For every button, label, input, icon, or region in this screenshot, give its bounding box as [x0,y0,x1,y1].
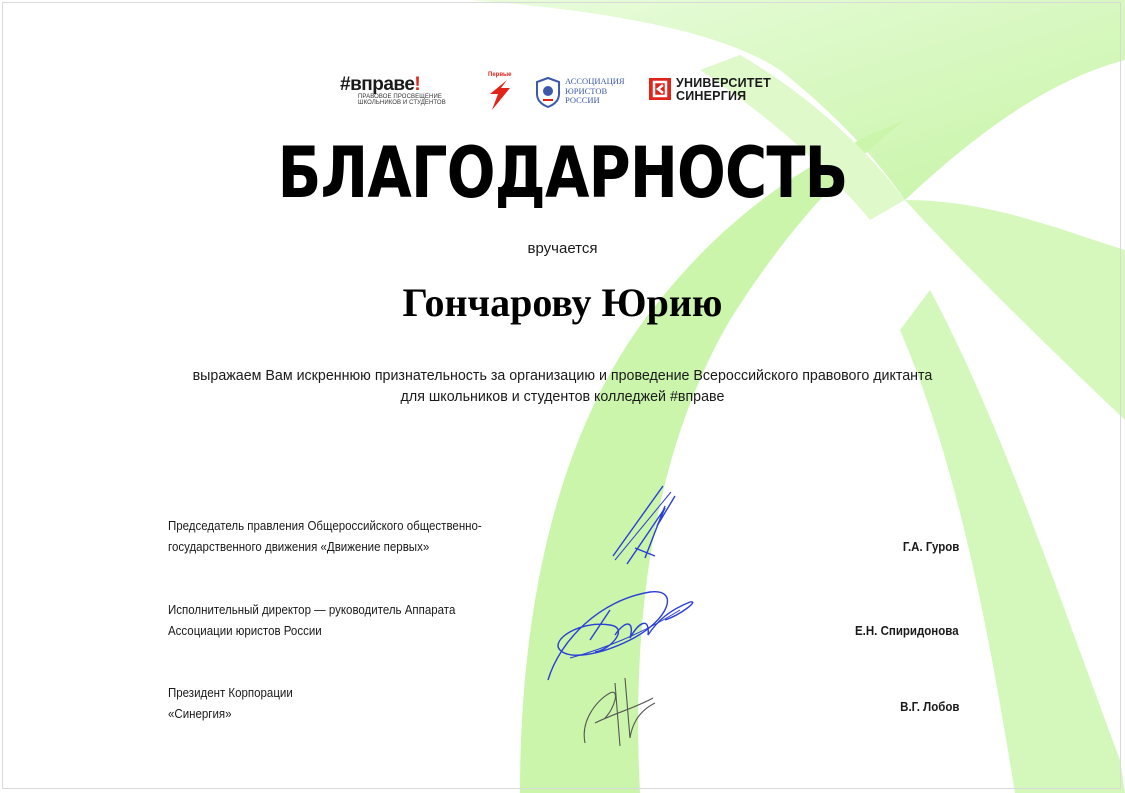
pervye-mark-icon [486,72,512,112]
sinergia-logo [649,76,789,106]
signatory-2-position-line-1: Исполнительный директор — руководитель Аппарата [168,603,456,617]
message-line-1: выражаем Вам искреннюю признательность за организацию и проведение Всероссийского правового диктанта [192,367,933,384]
signatory-1-position [168,516,482,558]
sinergia-logo-line-2: СИНЕРГИЯ [676,88,747,103]
sinergia-mark-icon [649,78,671,100]
ajr-logo-line-1: АССОЦИАЦИЯ [565,76,625,86]
signatory-3-position-line-1: Президент Корпорации [168,686,293,700]
sinergia-logo-text [676,77,771,102]
signatory-1-name: Г.А. Гуров [902,540,959,554]
certificate-title: БЛАГОДАРНОСТЬ [277,132,848,214]
signatory-1-position-line-2: государственного движения «Движение первых» [168,540,430,554]
vprave-logo-text: #вправе [340,74,415,95]
vprave-logo-subtitle-1: ПРАВОВОЕ ПРОСВЕЩЕНИЕ [358,94,442,100]
ajr-logo-line-2: ЮРИСТОВ [565,85,608,96]
vprave-logo [340,76,446,106]
pervye-logo-label: Первые [488,72,512,78]
signatory-3-name: В.Г. Лобов [899,700,959,714]
pervye-logo [486,72,512,112]
signature-gurov [605,478,685,573]
gratitude-message [142,365,983,407]
signatory-3-position-line-2: «Синергия» [168,707,232,721]
signatory-2-position [168,600,455,642]
ajr-logo [534,76,626,110]
signatory-2-position-line-2: Ассоциации юристов России [168,624,322,638]
logos-row [0,72,1125,112]
signatory-1-position-line-1: Председатель правления Общероссийского общественно- [168,519,482,533]
signatory-2-name: Е.Н. Спиридонова [855,624,959,638]
ajr-logo-text [565,77,625,106]
sinergia-logo-line-1: УНИВЕРСИТЕТ [676,76,771,90]
ajr-emblem-icon [534,76,562,108]
signature-lobov [575,668,665,753]
ajr-logo-line-3: РОССИИ [565,95,600,105]
recipient-name: Гончарову Юрию [402,280,723,325]
vprave-logo-subtitle-2: ШКОЛЬНИКОВ И СТУДЕНТОВ [358,100,446,106]
awarded-text: вручается [527,240,598,257]
message-line-2: для школьников и студентов колледжей #вправе [400,388,725,405]
signatory-3-position [168,683,293,725]
vprave-logo-title: #вправе! [340,74,421,95]
